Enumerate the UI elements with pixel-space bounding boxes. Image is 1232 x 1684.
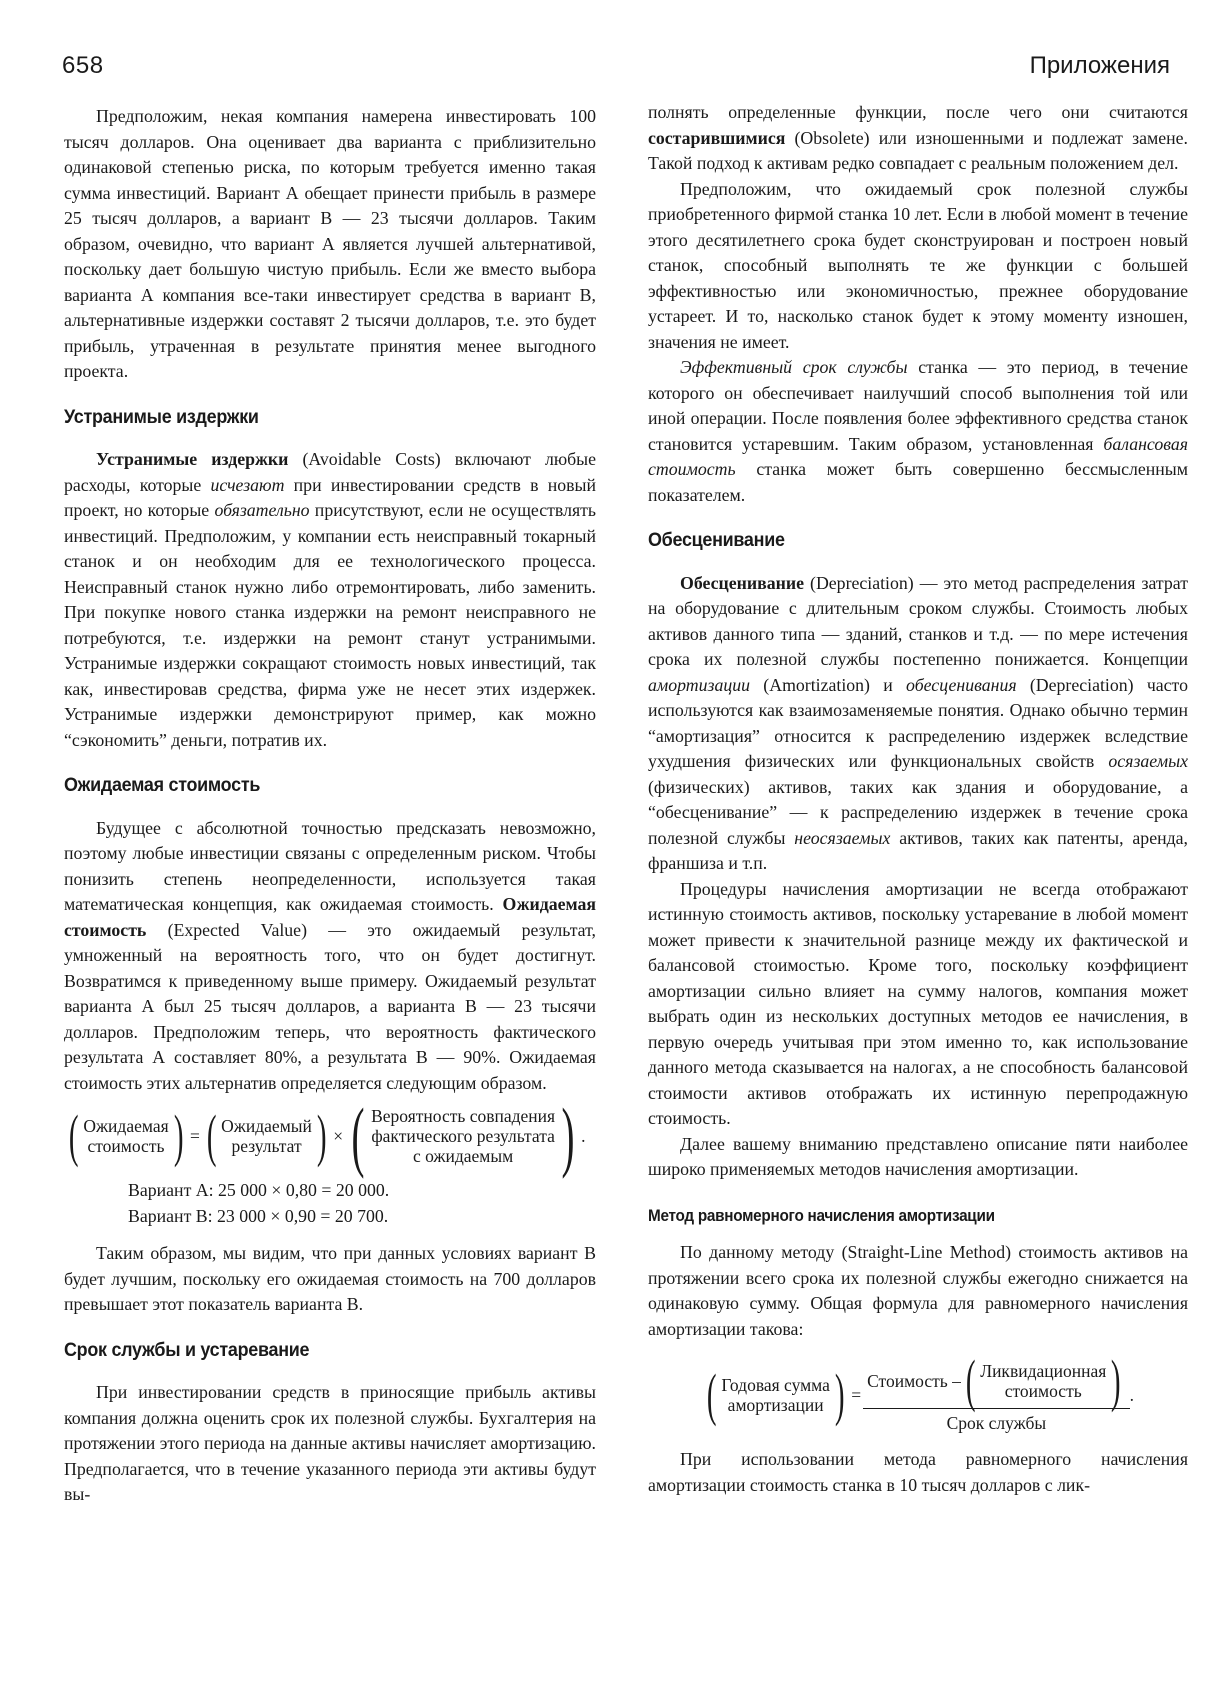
running-head: Приложения bbox=[1029, 52, 1170, 79]
section-heading-service-life: Срок службы и устаревание bbox=[64, 1338, 310, 1361]
paragraph: По данному методу (Straight-Line Method) стоимость активов на протяжении всего срока их полезной службы ежегодно снижается на одинаковую сумму. Общая формула для равномерного начисления амортизации такова: bbox=[648, 1242, 1188, 1339]
variant-b-calculation: Вариант В: 23 000 × 0,90 = 20 700. bbox=[128, 1205, 389, 1226]
left-column bbox=[64, 104, 596, 1508]
right-column bbox=[648, 100, 1188, 1498]
term: Обесценивание bbox=[680, 572, 804, 593]
expected-value-formula: ( Ожидаемая стоимость ) = ( Ожидаемый результат ) × ( Вероятность совпадения фактического результата с ожидаемым ) . bbox=[68, 1092, 586, 1179]
paragraph: Процедуры начисления амортизации не всегда отображают истинную стоимость активов, поскольку устаревание в любой момент может привести к значительной разнице между их фактической и балансовой стоимостью. Кроме того, поскольку коэффициент амортизации сильно влияет на сумму налогов, компания может выбрать один из нескольких доступных методов ее начисления, в первую очередь учитывая при этом именно то, как использование данного метода сказывается на налогах, а не способность балансовой стоимости активов отображать их истинную перепродажную стоимость. bbox=[648, 878, 1188, 1128]
section-heading-expected-value: Ожидаемая стоимость bbox=[64, 774, 261, 796]
term: Ожидаемая стоимость bbox=[64, 894, 596, 940]
term: состарившимися bbox=[648, 127, 786, 148]
paragraph: Далее вашему вниманию представлено описание пяти наиболее широко применяемых методов начисления амортизации. bbox=[648, 1133, 1188, 1179]
paragraph: Устранимые издержки (Avoidable Costs) включают любые расходы, которые исчезают при инвестировании средств в новый проект, но которые обязательно присутствуют, если не осуществлять инвестиций. Предположим, у компании есть неисправный токарный станок и он необходим для ее технологического процесса. Неисправный станок нужно либо отремонтировать, либо заменить. При покупке нового станка издержки на ремонт неисправного не потребуются, т.е. издержки на ремонт станут устранимыми. Устранимые издержки сокращают стоимость новых инвестиций, так как, инвестировав средства, фирма уже не несет этих издержек. Устранимые издержки демонстрируют пример, как можно “сэкономить” деньги, потратив их. bbox=[64, 449, 597, 750]
paragraph: При использовании метода равномерного начисления амортизации стоимость станка в 10 тысяч долларов с лик- bbox=[648, 1449, 1188, 1495]
paragraph: полнять определенные функции, после чего они считаются состарившимися (Obsolete) или изношенными и подлежат замене. Такой подход к активам редко совпадает с реальным положением дел. bbox=[648, 102, 1188, 173]
term: Устранимые издержки bbox=[96, 449, 289, 469]
section-heading-avoidable-costs: Устранимые издержки bbox=[64, 405, 259, 428]
paragraph: Будущее с абсолютной точностью предсказать невозможно, поэтому любые инвестиции связаны с определенным риском. Чтобы понизить степень неопределенности, используется такая математическая концепция, как ожидаемая стоимость. Ожидаемая стоимость (Expected Value) — это ожидаемый результат, умноженный на вероятность того, что он будет достигнут. Возвратимся к приведенному выше примеру. Ожидаемый результат варианта А был 25 тысяч долларов, а варианта В — 23 тысячи долларов. Предположим теперь, что вероятность фактического результата А составляет 80%, а результата В — 90%. Ожидаемая стоимость этих альтернатив определяется следующим образом. bbox=[64, 817, 596, 1093]
paragraph: При инвестировании средств в приносящие прибыль активы компания должна оценить срок их полезной службы. Бухгалтерия на протяжении этого периода на данные активы начисляет амортизацию. Предполагается, что в течение указанного периода эти активы будут вы- bbox=[64, 1382, 596, 1504]
subsection-heading-straight-line: Метод равномерного начисления амортизации bbox=[648, 1205, 995, 1225]
paragraph: Предположим, некая компания намерена инвестировать 100 тысяч долларов. Она оценивает два варианта с приблизительно одинаковой степенью риска, по которым требуется именно такая сумма инвестиций. Вариант А обещает принести прибыль в размере 25 тысяч долларов, а вариант В — 23 тысячи долларов. Таким образом, очевидно, что вариант А является лучшей альтернативой, поскольку дает большую чистую прибыль. Если же вместо выбора варианта А компания все-таки инвестирует средства в вариант В, альтернативные издержки составят 2 тысячи долларов, т.е. это будет прибыль, утраченная в результате принятия менее выгодного проекта. bbox=[64, 106, 596, 381]
paragraph: Обесценивание (Depreciation) — это метод распределения затрат на оборудование с длительным сроком службы. Стоимость любых активов данного типа — зданий, станков и т.д. — по мере истечения срока их полезной службы постепенно понижается. Концепции амортизации (Amortization) и обесценивания (Depreciation) часто используются как взаимозаменяемые понятия. Однако обычно термин “амортизация” относится к распределению издержек вследствие ухудшения физических или функциональных свойств осязаемых (физических) активов, таких как здания и оборудование, а “обесценивание” — к распределению издержек в течение срока полезной службы неосязаемых активов, таких как патенты, аренда, франшиза и т.п. bbox=[648, 572, 1188, 873]
paragraph: Таким образом, мы видим, что при данных условиях вариант В будет лучшим, поскольку его ожидаемая стоимость на 700 долларов превышает этот показатель варианта В. bbox=[64, 1243, 596, 1314]
page-number: 658 bbox=[62, 52, 104, 79]
paragraph: Эффективный срок службы станка — это период, в течение которого он обеспечивает наилучший способ выполнения той или иной операции. После появления более эффективного средства станок становится устаревшим. Таким образом, установленная балансовая стоимость станка может быть совершенно бессмысленным показателем. bbox=[648, 357, 1188, 505]
section-heading-depreciation: Обесценивание bbox=[648, 529, 785, 551]
straight-line-formula: ( Годовая сумма амортизации ) = Стоимость – ( Ликвидационная стоимость ) Срок службы . bbox=[706, 1348, 1134, 1433]
variant-a-calculation: Вариант А: 25 000 × 0,80 = 20 000. bbox=[128, 1180, 390, 1200]
paragraph: Предположим, что ожидаемый срок полезной службы приобретенного фирмой станка 10 лет. Если в любой момент в течение этого десятилетнего срока будет сконструирован и построен новый станок, способный выполнять те же функции с большей эффективностью или экономичностью, прежнее оборудование устареет. И то, насколько станок будет к этому моменту изношен, значения не имеет. bbox=[648, 178, 1188, 352]
fraction: Стоимость – ( Ликвидационная стоимость ) Срок службы bbox=[863, 1356, 1130, 1433]
